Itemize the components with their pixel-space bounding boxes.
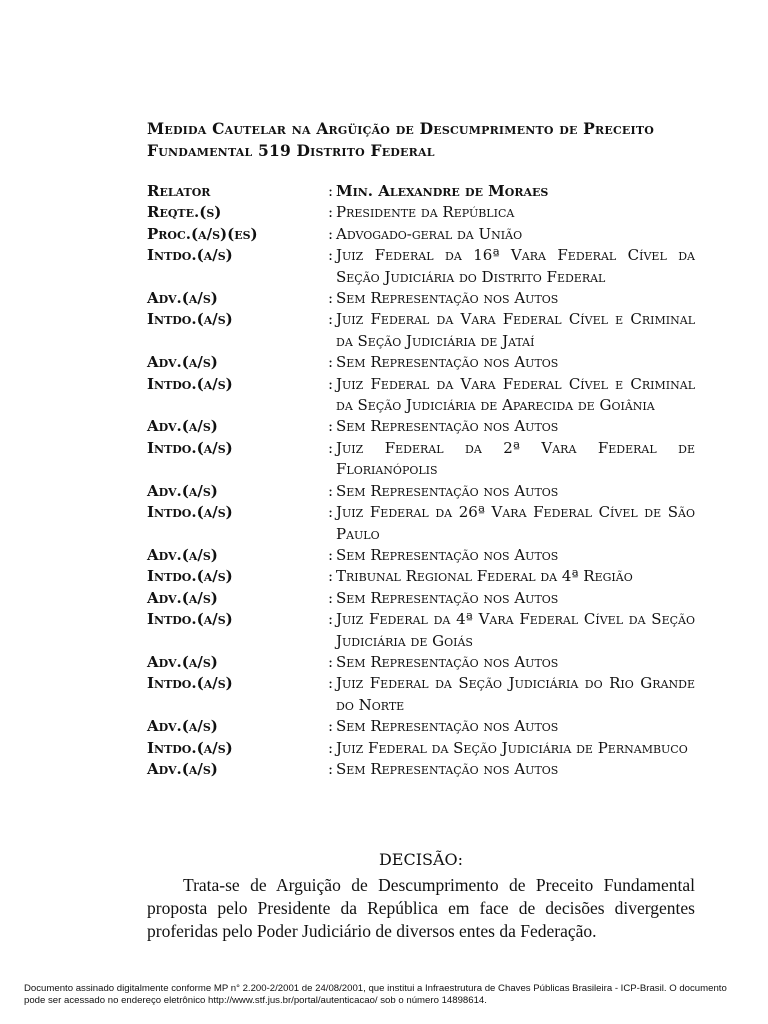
party-colon: :: [328, 738, 334, 757]
party-row: [147, 566, 695, 587]
party-value: Juiz Federal da Vara Federal Cível e Criminal da Seção Judiciária de Aparecida de Goiânia: [336, 374, 695, 415]
party-label: Adv.(a/s): [147, 417, 218, 436]
party-colon: :: [328, 353, 334, 372]
party-colon: :: [328, 481, 334, 500]
party-value: Juiz Federal da 2ª Vara Federal de Florianópolis: [336, 438, 695, 479]
party-value: Sem Representação nos Autos: [336, 545, 559, 564]
party-label: Intdo.(a/s): [147, 310, 233, 329]
party-label: Intdo.(a/s): [147, 374, 233, 393]
party-row: [147, 481, 695, 502]
party-row: [147, 609, 695, 652]
party-row: [147, 416, 695, 437]
party-value: Presidente da República: [336, 203, 515, 222]
party-label: Adv.(a/s): [147, 481, 218, 500]
parties-list: [147, 181, 695, 780]
party-colon: :: [328, 203, 334, 222]
document-title: Medida Cautelar na Argüição de Descumprimento de Preceito Fundamental 519 Distrito Federal: [147, 119, 654, 160]
party-colon: :: [328, 759, 334, 778]
party-colon: :: [328, 417, 334, 436]
party-colon: :: [328, 310, 334, 329]
party-label: Intdo.(a/s): [147, 246, 233, 265]
decision-heading: DECISÃO:: [378, 850, 464, 869]
party-label: Adv.(a/s): [147, 353, 218, 372]
party-value: Sem Representação nos Autos: [336, 717, 559, 736]
party-value: Tribunal Regional Federal da 4ª Região: [336, 567, 633, 586]
party-label: Adv.(a/s): [147, 545, 218, 564]
party-value: Advogado-geral da União: [336, 224, 523, 243]
party-row: [147, 309, 695, 352]
party-value: Sem Representação nos Autos: [336, 417, 559, 436]
party-colon: :: [328, 182, 334, 200]
party-colon: :: [328, 588, 334, 607]
party-row: [147, 181, 695, 202]
party-row: [147, 202, 695, 223]
party-label: Proc.(a/s)(es): [147, 224, 258, 243]
party-value: Juiz Federal da 16ª Vara Federal Cível da Seção Judiciária do Distrito Federal: [336, 246, 695, 286]
party-row: [147, 288, 695, 309]
party-colon: :: [328, 438, 334, 457]
party-row: [147, 738, 695, 759]
party-row: [147, 245, 695, 288]
party-colon: :: [328, 567, 334, 586]
party-row: [147, 224, 695, 245]
party-row: [147, 502, 695, 545]
party-row: [147, 374, 695, 417]
party-value: Sem Representação nos Autos: [336, 481, 559, 500]
party-value: Sem Representação nos Autos: [336, 289, 559, 308]
party-colon: :: [328, 652, 334, 671]
party-label: Intdo.(a/s): [147, 610, 233, 629]
party-row: [147, 545, 695, 566]
party-row: [147, 673, 695, 716]
party-colon: :: [328, 374, 334, 393]
party-colon: :: [328, 246, 334, 265]
party-row: [147, 652, 695, 673]
party-label: Intdo.(a/s): [147, 438, 233, 457]
party-row: [147, 588, 695, 609]
party-label: Intdo.(a/s): [147, 674, 233, 693]
party-value: Juiz Federal da 4ª Vara Federal Cível da Seção Judiciária de Goiás: [336, 610, 695, 650]
party-value: Min. Alexandre de Moraes: [336, 182, 549, 200]
party-value: Sem Representação nos Autos: [336, 353, 559, 372]
decision-paragraph: Trata-se de Arguição de Descumprimento de Preceito Fundamental proposta pelo Presidente da República em face de decisões divergentes proferidas pelo Poder Judiciário de diversos entes da Federação.: [147, 875, 695, 941]
party-label: Adv.(a/s): [147, 759, 218, 778]
party-colon: :: [328, 717, 334, 736]
party-value: Juiz Federal da Seção Judiciária do Rio Grande do Norte: [336, 674, 695, 714]
party-row: [147, 438, 695, 481]
party-value: Juiz Federal da Seção Judiciária de Pernambuco: [336, 738, 688, 757]
signature-footer: Documento assinado digitalmente conforme MP n° 2.200-2/2001 de 24/08/2001, que institui a Infraestrutura de Chaves Públicas Brasileira - ICP-Brasil. O documento pode ser acessado no endereço eletrônico http://www.stf.jus.br/portal/autenticacao/ sob o número 14898614.: [24, 983, 727, 1006]
party-label: Intdo.(a/s): [147, 503, 233, 522]
party-colon: :: [328, 289, 334, 308]
party-colon: :: [328, 224, 334, 243]
party-label: Reqte.(s): [147, 203, 222, 222]
party-value: Sem Representação nos Autos: [336, 759, 559, 778]
party-row: [147, 716, 695, 737]
party-value: Sem Representação nos Autos: [336, 652, 559, 671]
party-colon: :: [328, 545, 334, 564]
party-row: [147, 759, 695, 780]
party-row: [147, 352, 695, 373]
party-label: Adv.(a/s): [147, 717, 218, 736]
party-value: Juiz Federal da Vara Federal Cível e Criminal da Seção Judiciária de Jataí: [336, 310, 695, 350]
party-label: Adv.(a/s): [147, 588, 218, 607]
party-value: Sem Representação nos Autos: [336, 588, 559, 607]
party-label: Relator: [147, 182, 211, 200]
party-label: Adv.(a/s): [147, 289, 218, 308]
party-label: Intdo.(a/s): [147, 567, 233, 586]
party-colon: :: [328, 674, 334, 693]
party-colon: :: [328, 503, 334, 522]
party-label: Intdo.(a/s): [147, 738, 233, 757]
party-colon: :: [328, 610, 334, 629]
party-value: Juiz Federal da 26ª Vara Federal Cível de São Paulo: [336, 503, 695, 543]
party-label: Adv.(a/s): [147, 652, 218, 671]
